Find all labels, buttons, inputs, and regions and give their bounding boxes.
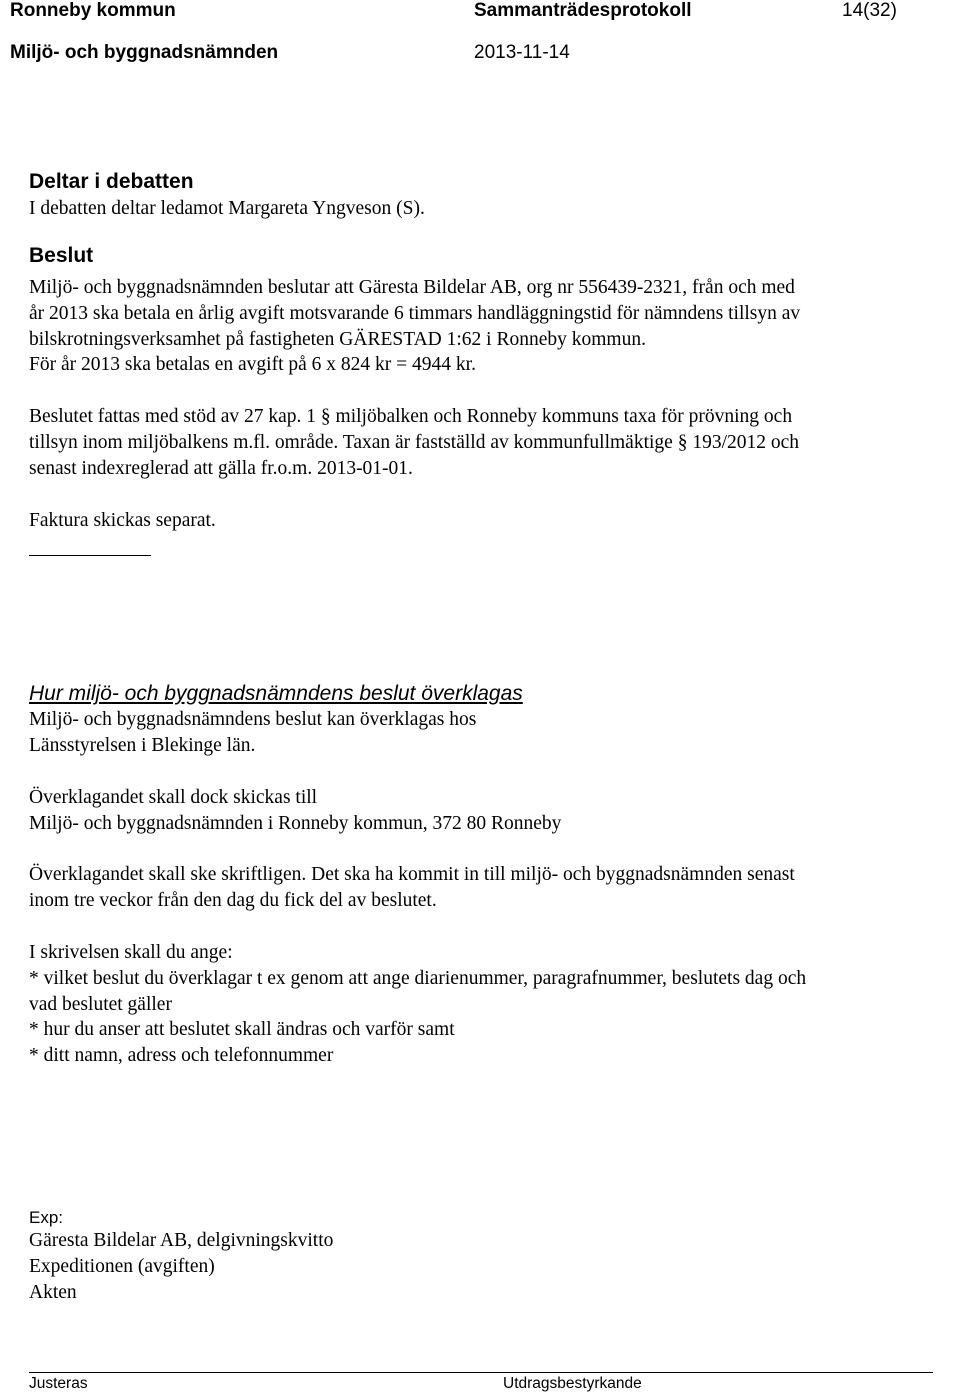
appeal-line: Länsstyrelsen i Blekinge län. bbox=[29, 734, 256, 756]
footer-rule bbox=[29, 1372, 933, 1373]
meeting-date: 2013-11-14 bbox=[474, 42, 570, 63]
decision-text bbox=[29, 275, 800, 378]
invoice-note: Faktura skickas separat. bbox=[29, 510, 216, 531]
appeal-line: vad beslutet gäller bbox=[29, 993, 172, 1015]
debate-text: I debatten deltar ledamot Margareta Yngveson (S). bbox=[29, 198, 425, 219]
decision-line: bilskrotningsverksamhet på fastigheten GÄRESTAD 1:62 i Ronneby kommun. bbox=[29, 328, 646, 350]
footer-right: Utdragsbestyrkande bbox=[503, 1375, 642, 1392]
decision-line: För år 2013 ska betalas en avgift på 6 x 824 kr = 4944 kr. bbox=[29, 354, 476, 376]
separator-line bbox=[29, 555, 151, 556]
appeal-heading: Hur miljö- och byggnadsnämndens beslut överklagas bbox=[29, 682, 523, 705]
appeal-line: I skrivelsen skall du ange: bbox=[29, 942, 233, 963]
appeal-line: Miljö- och byggnadsnämndens beslut kan överklagas hos bbox=[29, 709, 477, 730]
basis-line: Beslutet fattas med stöd av 27 kap. 1 § miljöbalken och Ronneby kommuns taxa för prövning och bbox=[29, 406, 793, 427]
doc-type: Sammanträdesprotokoll bbox=[474, 0, 692, 21]
expedition-label: Exp: bbox=[29, 1208, 64, 1227]
appeal-p3 bbox=[29, 862, 795, 914]
decision-line: Miljö- och byggnadsnämnden beslutar att Gäresta Bildelar AB, org nr 556439-2321, från och med bbox=[29, 277, 795, 298]
debate-heading: Deltar i debatten bbox=[29, 170, 194, 193]
org-name: Ronneby kommun bbox=[10, 0, 176, 21]
decision-basis bbox=[29, 404, 799, 481]
basis-line: tillsyn inom miljöbalkens m.fl. område. Taxan är fastställd av kommunfullmäktige § 193/2012 och bbox=[29, 431, 800, 453]
footer-left: Justeras bbox=[29, 1375, 88, 1392]
appeal-line: * ditt namn, adress och telefonnummer bbox=[29, 1045, 334, 1067]
appeal-p2 bbox=[29, 785, 561, 837]
basis-line: senast indexreglerad att gälla fr.o.m. 2013-01-01. bbox=[29, 457, 413, 479]
appeal-line: Miljö- och byggnadsnämnden i Ronneby kommun, 372 80 Ronneby bbox=[29, 812, 562, 834]
page-number: 14(32) bbox=[842, 0, 897, 21]
appeal-line: * hur du anser att beslutet skall ändras och varför samt bbox=[29, 1019, 455, 1041]
appeal-line: inom tre veckor från den dag du fick del av beslutet. bbox=[29, 889, 437, 911]
expedition-item: Akten bbox=[29, 1281, 77, 1303]
appeal-line: * vilket beslut du överklagar t ex genom att ange diarienummer, paragrafnummer, beslutets dag och bbox=[29, 967, 807, 989]
appeal-line: Överklagandet skall ske skriftligen. Det ska ha kommit in till miljö- och byggnadsnämnden senast bbox=[29, 864, 795, 885]
appeal-p4 bbox=[29, 940, 806, 1069]
committee-name: Miljö- och byggnadsnämnden bbox=[10, 42, 279, 63]
appeal-p1 bbox=[29, 707, 476, 759]
expedition-item: Gäresta Bildelar AB, delgivningskvitto bbox=[29, 1230, 334, 1251]
decision-line: år 2013 ska betala en årlig avgift motsvarande 6 timmars handläggningstid för nämndens tillsyn av bbox=[29, 302, 801, 324]
appeal-line: Överklagandet skall dock skickas till bbox=[29, 787, 318, 808]
expedition-item: Expeditionen (avgiften) bbox=[29, 1255, 215, 1277]
expedition-list bbox=[29, 1228, 333, 1305]
decision-heading: Beslut bbox=[29, 244, 94, 267]
